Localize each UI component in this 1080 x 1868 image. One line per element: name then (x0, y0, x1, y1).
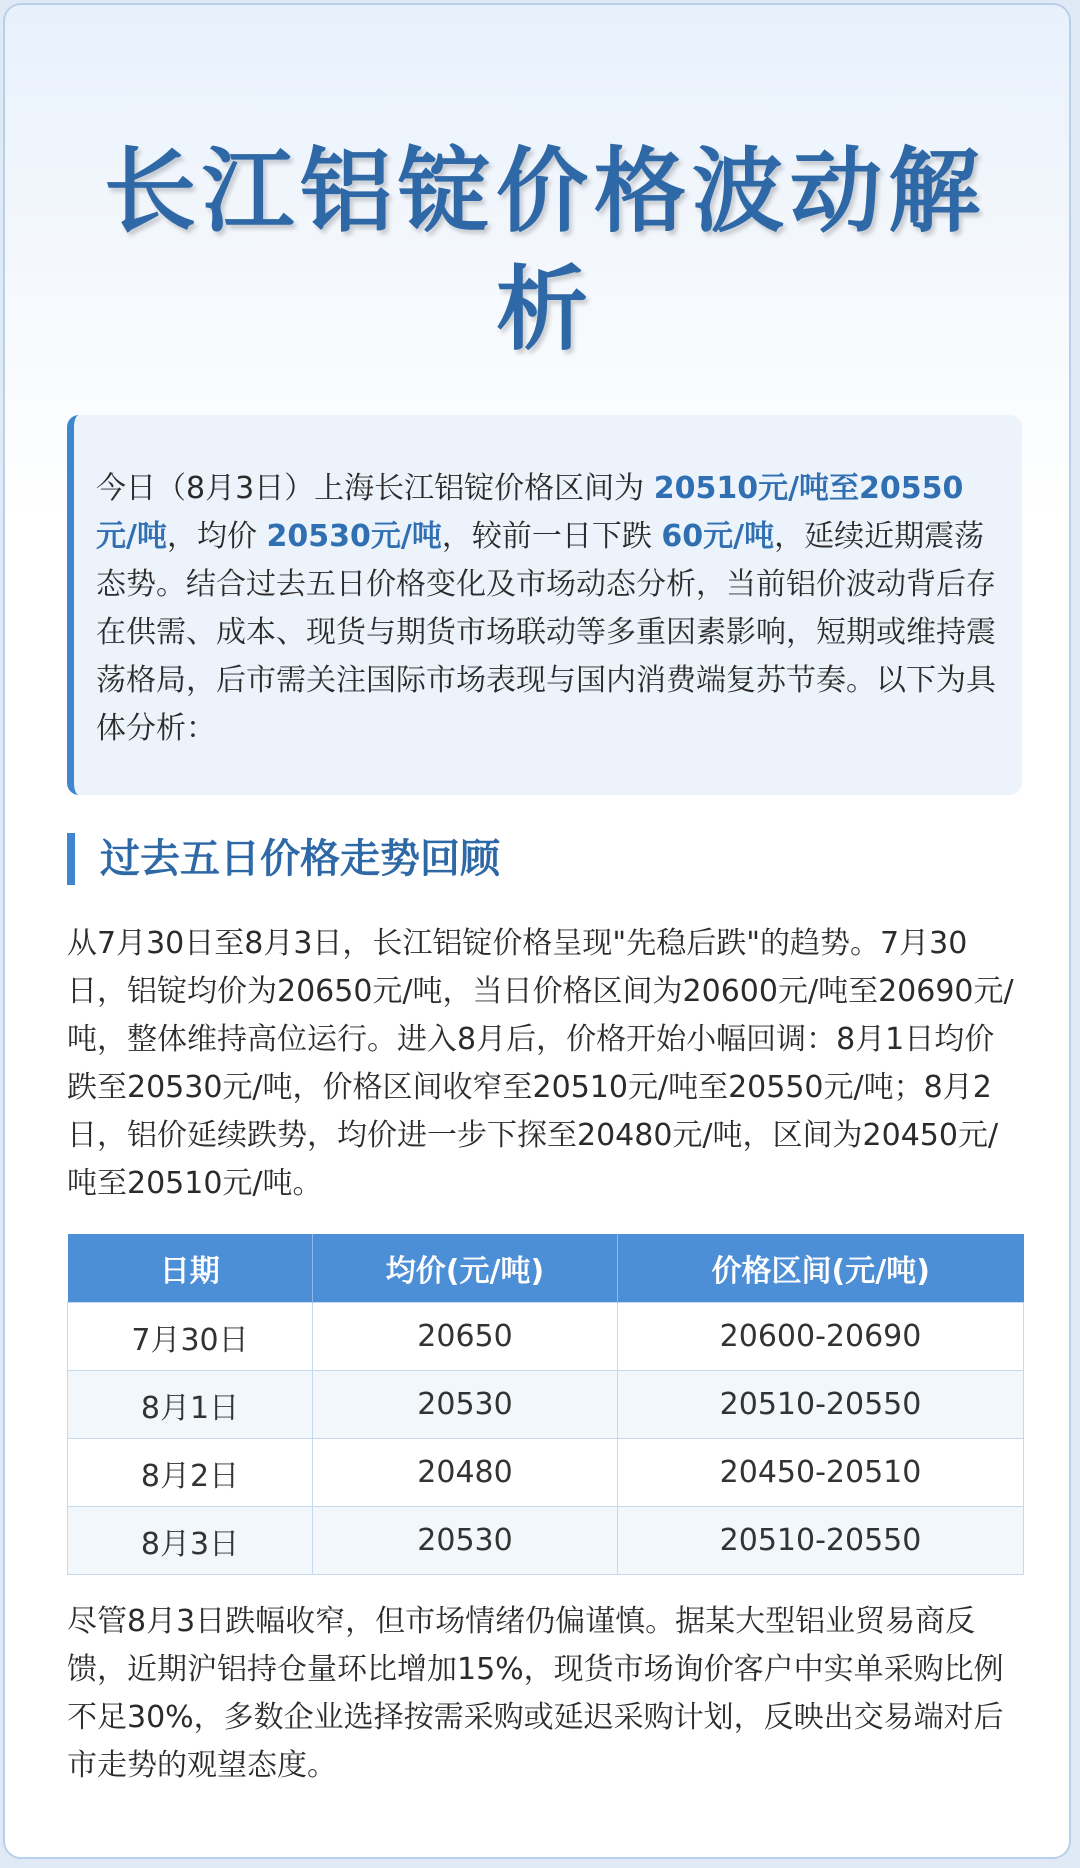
section-heading: 过去五日价格走势回顾 (67, 833, 500, 885)
cell-range: 20600-20690 (618, 1303, 1024, 1371)
cell-range: 20450-20510 (618, 1439, 1024, 1507)
cell-avg: 20480 (313, 1439, 618, 1507)
cell-range: 20510-20550 (618, 1371, 1024, 1439)
cell-date: 8月1日 (68, 1371, 313, 1439)
cell-avg: 20650 (313, 1303, 618, 1371)
intro-text-2: ，均价 (166, 519, 267, 554)
price-table (67, 1234, 1024, 1575)
paragraph-trend: 从7月30日至8月3日，长江铝锭价格呈现"先稳后跌"的趋势。7月30日，铝锭均价为20650元/吨，当日价格区间为20600元/吨至20690元/吨，整体维持高位运行。进入8月后，价格开始小幅回调：8月1日均价跌至20530元/吨，价格区间收窄至20510元/吨至20550元/吨；8月2日，铝价延续跌势，均价进一步下探至20480元/吨，区间为20450元/吨至20510元/吨。 (67, 926, 1014, 1201)
paragraph-sentiment: 尽管8月3日跌幅收窄，但市场情绪仍偏谨慎。据某大型铝业贸易商反馈，近期沪铝持仓量环比增加15%，现货市场询价客户中实单采购比例不足30%，多数企业选择按需采购或延迟采购计划，反映出交易端对后市走势的观望态度。 (67, 1604, 1004, 1783)
intro-text-4: ，延续近期震荡态势。结合过去五日价格变化及市场动态分析，当前铝价波动背后存在供需、成本、现货与期货市场联动等多重因素影响，短期或维持震荡格局，后市需关注国际市场表现与国内消费端复苏节奏。以下为具体分析： (96, 519, 996, 746)
header-date: 日期 (68, 1234, 313, 1303)
cell-range: 20510-20550 (618, 1507, 1024, 1575)
article-card (3, 3, 1071, 1859)
table-header-row (68, 1234, 1024, 1303)
intro-highlight-range: 20510元/吨至20550元/吨 (96, 471, 964, 554)
title-line-1: 长江铝锭价格波动解 (103, 138, 986, 245)
cell-avg: 20530 (313, 1507, 618, 1575)
header-avg-price: 均价(元/吨) (313, 1234, 618, 1303)
intro-text-3: ，较前一日下跌 (441, 519, 662, 554)
intro-box (67, 415, 1022, 795)
cell-date: 8月2日 (68, 1439, 313, 1507)
intro-highlight-drop: 60元/吨 (661, 519, 775, 554)
intro-highlight-avg: 20530元/吨 (266, 519, 442, 554)
cell-date: 7月30日 (68, 1303, 313, 1371)
table-row (68, 1371, 1024, 1439)
title-line-2: 析 (495, 256, 594, 363)
cell-date: 8月3日 (68, 1507, 313, 1575)
table-row (68, 1507, 1024, 1575)
header-price-range: 价格区间(元/吨) (618, 1234, 1024, 1303)
page-title (65, 133, 1025, 369)
intro-text-1: 今日（8月3日）上海长江铝锭价格区间为 (96, 471, 654, 506)
cell-avg: 20530 (313, 1371, 618, 1439)
table-row (68, 1303, 1024, 1371)
table-row (68, 1439, 1024, 1507)
